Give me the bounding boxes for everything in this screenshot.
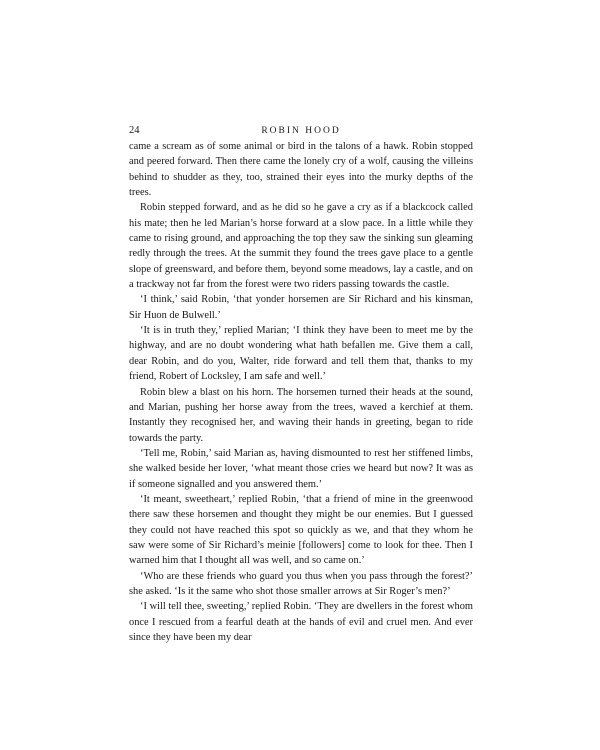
paragraph: ‘I will tell thee, sweeting,’ replied Robin. ‘They are dwellers in the forest whom once I rescued from a fearful death at the hands of evil and cruel men. And ever since they have been my dear	[129, 601, 473, 643]
paragraph: Robin stepped forward, and as he did so he gave a cry as if a blackcock called his mate; then he led Marian’s horse forward at a slow pace. In a little while they came to rising ground, and approaching the top they saw the sinking sun gleaming redly through the trees. At the summit they found the trees gave place to a gentle slope of greensward, and before them, beyond some meadows, lay a castle, and on a trackway not far from the forest were two riders passing towards the castle.	[129, 202, 473, 291]
page-number: 24	[129, 125, 140, 136]
running-title: ROBIN HOOD	[261, 126, 341, 136]
paragraph: came a scream as of some animal or bird in the talons of a hawk. Robin stopped and peered forward. Then there came the lonely cry of a wolf, causing the villeins behind to shudder as they, too, strained their eyes into the murky depths of the trees.	[129, 141, 473, 199]
book-page	[129, 123, 473, 645]
paragraph: ‘I think,’ said Robin, ‘that yonder horsemen are Sir Richard and his kinsman, Sir Huon de Bulwell.’	[129, 294, 473, 321]
paragraph: ‘Who are these friends who guard you thus when you pass through the forest?’ she asked. ‘Is it the same who shot those smaller arrows at Sir Roger’s men?’	[129, 570, 473, 597]
body-text	[129, 139, 473, 645]
paragraph: ‘It is in truth they,’ replied Marian; ‘I think they have been to meet me by the highway, and are no doubt wondering what hath befallen me. Give them a call, dear Robin, and do you, Walter, ride forward and tell them that, thanks to my friend, Robert of Locksley, I am safe and well.’	[129, 325, 473, 383]
paragraph: ‘It meant, sweetheart,’ replied Robin, ‘that a friend of mine in the greenwood there saw these horsemen and thought they might be our enemies. But I guessed they could not have reached this spot so quickly as we, and that they whom he saw were some of Sir Richard’s meinie [followers] come to look for thee. Then I warned him that I thought all was well, and so came on.’	[129, 493, 473, 567]
running-header	[129, 123, 473, 139]
paragraph: Robin blew a blast on his horn. The horsemen turned their heads at the sound, and Marian, pushing her horse away from the trees, waved a kerchief at them. Instantly they recognised her, and waving their hands in greeting, began to ride towards the party.	[129, 386, 473, 444]
paragraph: ‘Tell me, Robin,’ said Marian as, having dismounted to rest her stiffened limbs, she walked beside her lover, ‘what meant those cries we heard but now? It was as if someone signalled and you answered them.’	[129, 447, 473, 490]
